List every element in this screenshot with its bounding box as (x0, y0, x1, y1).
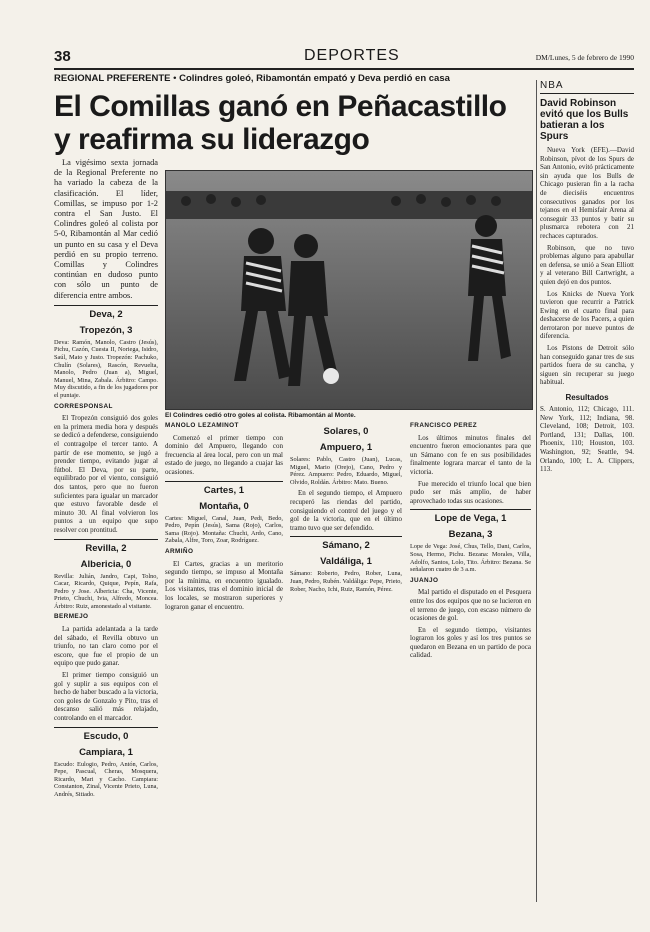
match-reporter: CORRESPONSAL (54, 402, 113, 410)
sidebar-tag: NBA (540, 80, 634, 94)
match-away: Ampuero, 1 (319, 442, 373, 453)
match-lineup: Escudo: Eulogio, Pedro, Antón, Carlos, Pepe, Pascual, Cheras, Mosquera, Ricardo, Mari y Cacho. Campiara: Constanton, Zinal, Vicente Prieto, Luna, Andrés, Sitiado. (54, 760, 158, 798)
sidebar-paragraph: Los Knicks de Nueva York tuvieron que recurrir a Patrick Ewing en el cuarto final para deshacerse de los Pacers, a quien derrotaron por nueve puntos de diferencia. (540, 289, 634, 341)
match-lineup: Solares: Pablo, Castro (Juan), Lucas, Miguel, Mario (Orejo), Cano, Pedro y Pérez. Ampuero: Pedro, Eduardo, Miguel, Olvido, Roldán. Árbitro: Mato. Bueno. (290, 456, 402, 486)
match-lineup: Lope de Vega: José, Chus, Tello, Dani, Carlos, Sosa, Hermo, Pichu. Bezana: Morales, Villa, Adolfo, Santos, Lolo, Tito. Árbitro: Bezana. Se señalaron cuatro de 3 a.m. (410, 543, 531, 574)
column-1 (54, 158, 158, 904)
football-players-image (166, 171, 532, 409)
sidebar-body (540, 146, 634, 387)
match-away: Albericia, 0 (80, 558, 132, 570)
results-title: Resultados (565, 393, 609, 403)
match-body: La partida adelantada a la tarde del sábado, el Revilla obtuvo un triunfo, no tan claro como por el escore, que fue el propio de un equipo que pudo ganar. (54, 625, 158, 668)
sidebar-paragraph: Robinson, que no tuvo problemas alguno para apabullar en defensa, se unió a Sean Elliott y al veterano Bill Cartwright, a quien dejó en dos puntos. (540, 243, 634, 286)
match-body: El Tropezón consiguió dos goles en la primera media hora y después se dedicó a defenderse, consiguiendo el contragolpe el tercer tanto. A partir de ese momento, se jugó a prender tiempo, evitando jugar al fútbol. El Deva, por su parte, equilibrado por el viento, consiguió dos tantos, pero que no fueron suficientes para igualar un marcador que estuvo favorable desde el minuto 30. Al final volvieron los puntos a un equipo que supo resolver con prontitud. (54, 414, 158, 534)
match-body: Comenzó el primer tiempo con dominio del Ampuero, llegando con frecuencia al área local, pero con un mal estado de juego, no llegando a cuajar las ocasiones. (165, 433, 283, 476)
match-home: Escudo, 0 (54, 727, 158, 743)
match-home: Revilla, 2 (54, 539, 158, 555)
column-3 (290, 422, 402, 904)
match-lineup: Deva: Ramón, Manolo, Castro (Jesús), Pichu, Cazón, Cuesta II, Noriega, Isidro, Saúl, Mato y Justo. Tropezón: Pachuko, Chulín (Solares), Rascón, Revuelta, Manolo, Pedro (Juan a), Miguel, Manuel, Mina, Zabala. Árbitro: Campo. Muy discutido, a fin de los jugadores por el puntaje. (54, 338, 158, 399)
page-number: 38 (54, 48, 71, 65)
match-home: Lope de Vega, 1 (410, 509, 531, 525)
match-lineup: Cartes: Miguel, Canal, Juan, Pedi, Bedo, Pedro, Pepín (Jesús), Sama (Rojo), Carlos, Sama (Rojo). Montaña: Chuchi, Ardo, Cano, Zabala, Alfre, Toro, Zoar, Rodríguez. (165, 514, 283, 545)
kicker-bullet: • (173, 73, 180, 84)
nba-sidebar (540, 80, 634, 902)
match-reporter: MANOLO LEZAMINOT (165, 422, 239, 429)
match-photo (165, 170, 533, 410)
results-list: S. Antonio, 112; Chicago, 111. New York, 112; Indiana, 98. Cleveland, 108; Detroit, 103. Portland, 131; Dallas, 100. Phoenix, 110; Houston, 103. Washington, 92; Seattle, 94. Orlando, 100; L. A. Clippers, 113. (540, 405, 634, 474)
sidebar-paragraph: Nueva York (EFE).—David Robinson, pívot de los Spurs de San Antonio, evitó prácticamente sin ayuda que los Bulls de Chicago pusieran fin a la racha de dieciséis encuentros consecutivos ganados por los tejanos en el Hemisfair Arena al conseguir 33 puntos y batir su plusmarca rebotera con 21 rechaces capturados. (540, 146, 634, 240)
match-body: En el segundo tiempo, visitantes lograron los goles y así los tres puntos se quedaron en Bezana en un partido de poca calidad. (410, 625, 531, 660)
match-reporter: FRANCISCO PEREZ (410, 422, 478, 429)
article-headline: El Comillas ganó en Peñacastillo y reafirma su liderazgo (54, 90, 507, 156)
match-home: Cartes, 1 (165, 481, 283, 497)
match-away: Bezana, 3 (448, 529, 493, 541)
match-reporter: JUANJO (410, 576, 439, 584)
match-away: Montaña, 0 (199, 500, 249, 512)
match-body: Mal partido el disputado en el Pesquera entre los dos equipos que no se lucieron en el terreno de juego, con escaso número de ocasiones de gol. (410, 588, 531, 623)
match-lineup: Revilla: Julián, Jandro, Capi, Tolno, Cacar, Ricardo, Quique, Pepín, Rafa, Pedro y Jose. Albericia: Cha, Vicente, Prieto, Chuchi, Ivia, Alfredo, Moncea. Árbitro: Ruiz, amonestado al visitante. (54, 572, 158, 610)
match-away: Campiara, 1 (79, 746, 133, 758)
column-divider (536, 80, 537, 902)
match-body: El Cartes, gracias a un meritorio segundo tiempo, se impuso al Montaña por la mínima, en encuentro igualado. Los visitantes, tras el dominio inicial de los locales, se mostraron superiores y lograron ganar el encuentro. (165, 559, 283, 611)
match-lineup: Sámano: Roberto, Pedro, Rober, Luna, Juan, Pedro, Rubén. Valdáliga: Pepe, Prieto, Rober, Nacho, Ichi, Ruiz, Ramón, Pérez. (290, 570, 402, 593)
match-reporter: BERMEJO (54, 613, 89, 621)
column-4 (410, 422, 531, 904)
column-2 (165, 422, 283, 904)
kicker-category: REGIONAL PREFERENTE (54, 73, 171, 84)
match-away: Valdáliga, 1 (320, 556, 372, 568)
dateline: DM/Lunes, 5 de febrero de 1990 (535, 53, 634, 62)
sidebar-paragraph: Los Pistons de Detroit sólo han conseguido ganar tres de sus partidos fuera de su cancha, y siguen sin recuperar su juego habitual. (540, 344, 634, 387)
sidebar-headline: David Robinson evitó que los Bulls batieran a los Spurs (540, 98, 629, 142)
kicker-text: Colindres goleó, Ribamontán empató y Deva perdió en casa (179, 73, 450, 84)
match-home: Sámano, 2 (290, 536, 402, 552)
article-kicker (54, 73, 524, 84)
article-lead: La vigésimo sexta jornada de la Regional Preferente no ha variado la cabeza de la clasificación. El líder, Comillas, se impuso por 1-2 contra el San Justo. El Colindres goleó al colista por 5-0, Ribamontán al Mar cedió un punto en su casa y el Deva perdió en su propio terreno. Comillas y Colindres continúan en dudoso punto con sólo un punto de diferencia entre ambos. (54, 158, 158, 300)
match-reporter: ARMIÑO (165, 547, 194, 555)
match-home: Solares, 0 (323, 426, 369, 437)
section-title: DEPORTES (304, 47, 400, 64)
photo-caption: El Colindres cedió otro goles al colista. Ribamontán al Monte. (165, 412, 356, 419)
match-home: Deva, 2 (54, 305, 158, 321)
match-away: Tropezón, 3 (79, 324, 133, 336)
match-body: Los últimos minutos finales del encuentro fueron emocionantes para que un Sámano con fe en sus posibilidades finalmente lograra marcar el tanto de la victoria. (410, 433, 531, 476)
match-body: Fue merecido el triunfo local que bien pudo ser más amplio, de haber aprovechado todas sus ocasiones. (410, 479, 531, 505)
match-body: En el segundo tiempo, el Ampuero recuperó las riendas del partido, consiguiendo el control del juego y el gol de la victoria, que en el último tramo tuvo que ser defendido. (290, 489, 402, 532)
match-body: El primer tiempo consiguió un gol y suplir a sus equipos con el hecho de haber buscado a la victoria, con goles de Gonzalo y Pito, tras el descanso salió más relajado, controlando en el marcador. (54, 671, 158, 722)
page-header (54, 48, 634, 70)
